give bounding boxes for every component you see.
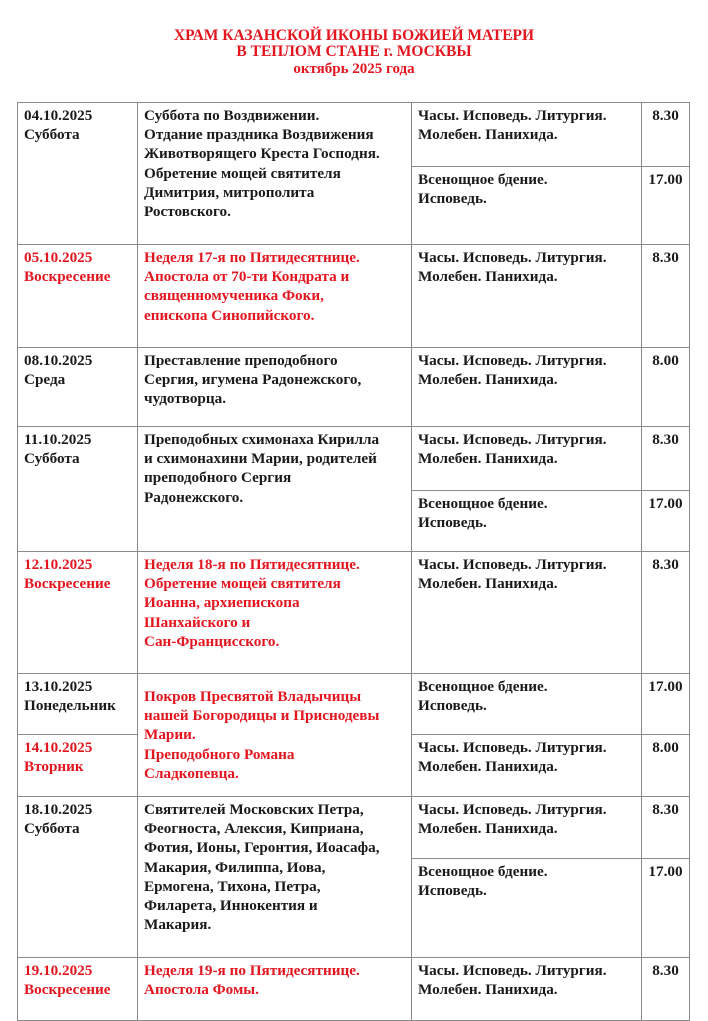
feast-description bbox=[138, 552, 412, 674]
time-cell bbox=[642, 859, 690, 958]
time-cell-line: 8.00 bbox=[652, 739, 679, 756]
feast-description-line: епископа Синопийского. bbox=[144, 306, 315, 324]
feast-description-line: Феогноста, Алексия, Киприана, bbox=[144, 820, 364, 838]
feast-description-line: Иоанна, архиепископа bbox=[144, 594, 300, 612]
service-cell-line: Молебен. Панихида. bbox=[418, 758, 558, 776]
service-cell-line: Молебен. Панихида. bbox=[418, 371, 558, 389]
service-cell bbox=[412, 797, 642, 859]
service-cell-line: Молебен. Панихида. bbox=[418, 981, 558, 999]
date-cell bbox=[18, 958, 138, 1021]
feast-description-line: Суббота по Воздвижении. bbox=[144, 107, 320, 124]
feast-description-line: Обретение мощей святителя bbox=[144, 164, 341, 182]
time-cell bbox=[642, 797, 690, 859]
date-cell-line: 12.10.2025 bbox=[24, 556, 93, 573]
time-cell bbox=[642, 103, 690, 167]
service-cell-line: Молебен. Панихида. bbox=[418, 575, 558, 593]
date-cell-line: 13.10.2025 bbox=[24, 678, 93, 695]
service-cell-line: Часы. Исповедь. Литургия. bbox=[418, 249, 607, 266]
feast-description bbox=[138, 797, 412, 958]
date-cell bbox=[18, 735, 138, 797]
feast-description-line: чудотворца. bbox=[144, 390, 227, 408]
service-cell-line: Часы. Исповедь. Литургия. bbox=[418, 107, 607, 124]
date-cell-line: Суббота bbox=[24, 820, 80, 838]
schedule-table bbox=[17, 102, 690, 1021]
feast-description bbox=[138, 348, 412, 427]
date-cell-line: Понедельник bbox=[24, 697, 116, 715]
feast-description-line: Филарета, Иннокентия и bbox=[144, 897, 318, 915]
feast-description-line: Преподобных схимонаха Кирилла bbox=[144, 431, 380, 448]
feast-description-line: преподобного Сергия bbox=[144, 469, 292, 487]
feast-description-line: Сергия, игумена Радонежского, bbox=[144, 371, 362, 389]
time-cell-line: 17.00 bbox=[648, 171, 683, 188]
feast-description-line: Димитрия, митрополита bbox=[144, 183, 315, 201]
time-cell-line: 8.30 bbox=[652, 962, 679, 979]
service-cell-line: Часы. Исповедь. Литургия. bbox=[418, 801, 607, 818]
service-cell-line: Часы. Исповедь. Литургия. bbox=[418, 352, 607, 369]
feast-description bbox=[138, 245, 412, 348]
time-cell-line: 8.30 bbox=[652, 107, 679, 124]
time-cell bbox=[642, 245, 690, 348]
service-cell-line: Всенощное бдение. bbox=[418, 678, 548, 695]
feast-description-line: Отдание праздника Воздвижения bbox=[144, 126, 374, 144]
time-cell bbox=[642, 958, 690, 1021]
schedule-row bbox=[18, 797, 690, 859]
time-cell bbox=[642, 427, 690, 491]
time-cell-line: 8.30 bbox=[652, 801, 679, 818]
date-cell bbox=[18, 427, 138, 552]
service-cell bbox=[412, 167, 642, 245]
service-cell bbox=[412, 674, 642, 735]
date-cell-line: Среда bbox=[24, 371, 66, 389]
time-cell bbox=[642, 674, 690, 735]
feast-description bbox=[138, 958, 412, 1021]
service-cell-line: Исповедь. bbox=[418, 190, 487, 208]
service-cell-line: Молебен. Панихида. bbox=[418, 450, 558, 468]
feast-description-line: Шанхайского и bbox=[144, 613, 251, 631]
date-cell-line: 18.10.2025 bbox=[24, 801, 93, 818]
service-cell bbox=[412, 103, 642, 167]
feast-description-line: Фотия, Ионы, Геронтия, Иоасафа, bbox=[144, 839, 380, 857]
service-cell-line: Исповедь. bbox=[418, 514, 487, 532]
feast-description-line: Неделя 17-я по Пятидесятнице. bbox=[144, 249, 360, 266]
date-cell-line: Суббота bbox=[24, 126, 80, 144]
schedule-row bbox=[18, 552, 690, 674]
service-cell-line: Часы. Исповедь. Литургия. bbox=[418, 556, 607, 573]
feast-description-line: Апостола Фомы. bbox=[144, 981, 259, 999]
feast-description-line: Сан-Францисского. bbox=[144, 632, 280, 650]
time-cell-line: 8.00 bbox=[652, 352, 679, 369]
date-cell bbox=[18, 245, 138, 348]
feast-description-line: Неделя 18-я по Пятидесятнице. bbox=[144, 556, 360, 573]
feast-description-line: Неделя 19-я по Пятидесятнице. bbox=[144, 962, 360, 979]
feast-description bbox=[138, 103, 412, 245]
schedule-row bbox=[18, 103, 690, 167]
date-cell-line: 05.10.2025 bbox=[24, 249, 93, 266]
date-cell-line: 19.10.2025 bbox=[24, 962, 93, 979]
feast-description-line: Апостола от 70-ти Кондрата и bbox=[144, 268, 350, 286]
feast-description-line: Макария, Филиппа, Иова, bbox=[144, 858, 326, 876]
schedule-month: октябрь 2025 года bbox=[293, 61, 415, 77]
service-cell bbox=[412, 491, 642, 552]
date-cell-line: 11.10.2025 bbox=[24, 431, 92, 448]
service-cell-line: Исповедь. bbox=[418, 697, 487, 715]
feast-description-line: Преставление преподобного bbox=[144, 352, 338, 369]
time-cell-line: 17.00 bbox=[648, 678, 683, 695]
feast-description-line: Обретение мощей святителя bbox=[144, 575, 341, 593]
schedule-row bbox=[18, 674, 690, 735]
service-cell-line: Всенощное бдение. bbox=[418, 495, 548, 512]
feast-description-line: Ермогена, Тихона, Петра, bbox=[144, 877, 321, 895]
service-cell bbox=[412, 348, 642, 427]
schedule-row bbox=[18, 958, 690, 1021]
date-cell-line: Воскресение bbox=[24, 575, 111, 593]
date-cell-line: 14.10.2025 bbox=[24, 739, 93, 756]
schedule-row bbox=[18, 348, 690, 427]
service-cell bbox=[412, 427, 642, 491]
feast-description bbox=[138, 674, 412, 797]
service-cell-line: Молебен. Панихида. bbox=[418, 126, 558, 144]
service-cell bbox=[412, 735, 642, 797]
feast-description-line: Сладкопевца. bbox=[144, 764, 239, 782]
time-cell-line: 17.00 bbox=[648, 495, 683, 512]
service-cell-line: Всенощное бдение. bbox=[418, 171, 548, 188]
time-cell bbox=[642, 348, 690, 427]
feast-description-line: священномученика Фоки, bbox=[144, 287, 324, 305]
feast-description bbox=[138, 427, 412, 552]
date-cell-line: Суббота bbox=[24, 450, 80, 468]
feast-description-line: Святителей Московских Петра, bbox=[144, 801, 364, 818]
service-cell-line: Исповедь. bbox=[418, 882, 487, 900]
schedule-row bbox=[18, 245, 690, 348]
feast-description-line: Покров Пресвятой Владычицы bbox=[144, 687, 362, 705]
feast-description-line: Животворящего Креста Господня. bbox=[144, 145, 380, 163]
date-cell bbox=[18, 797, 138, 958]
time-cell-line: 8.30 bbox=[652, 431, 679, 448]
time-cell bbox=[642, 735, 690, 797]
time-cell bbox=[642, 552, 690, 674]
feast-description-line: Ростовского. bbox=[144, 203, 231, 221]
feast-description-line: Макария. bbox=[144, 916, 212, 934]
service-cell-line: Молебен. Панихида. bbox=[418, 820, 558, 838]
service-cell-line: Часы. Исповедь. Литургия. bbox=[418, 739, 607, 756]
service-cell bbox=[412, 245, 642, 348]
service-cell-line: Всенощное бдение. bbox=[418, 863, 548, 880]
time-cell-line: 8.30 bbox=[652, 249, 679, 266]
service-cell-line: Часы. Исповедь. Литургия. bbox=[418, 431, 607, 448]
feast-description-line: Преподобного Романа bbox=[144, 745, 295, 763]
date-cell-line: 04.10.2025 bbox=[24, 107, 93, 124]
date-cell-line: 08.10.2025 bbox=[24, 352, 93, 369]
church-name: ХРАМ КАЗАНСКОЙ ИКОНЫ БОЖИЕЙ МАТЕРИ bbox=[173, 27, 535, 44]
feast-description-line: и схимонахини Марии, родителей bbox=[144, 450, 377, 468]
date-cell bbox=[18, 103, 138, 245]
schedule-row bbox=[18, 427, 690, 491]
date-cell bbox=[18, 552, 138, 674]
time-cell-line: 17.00 bbox=[648, 863, 683, 880]
service-cell bbox=[412, 859, 642, 958]
date-cell bbox=[18, 674, 138, 735]
service-cell-line: Часы. Исповедь. Литургия. bbox=[418, 962, 607, 979]
time-cell bbox=[642, 167, 690, 245]
service-cell bbox=[412, 958, 642, 1021]
feast-description-line: Марии. bbox=[144, 726, 196, 744]
date-cell bbox=[18, 348, 138, 427]
service-cell bbox=[412, 552, 642, 674]
church-location: В ТЕПЛОМ СТАНЕ г. МОСКВЫ bbox=[236, 43, 472, 60]
date-cell-line: Воскресение bbox=[24, 981, 111, 999]
feast-description-line: нашей Богородицы и Приснодевы bbox=[144, 707, 380, 725]
date-cell-line: Воскресение bbox=[24, 268, 111, 286]
time-cell bbox=[642, 491, 690, 552]
date-cell-line: Вторник bbox=[24, 758, 84, 776]
time-cell-line: 8.30 bbox=[652, 556, 679, 573]
service-cell-line: Молебен. Панихида. bbox=[418, 268, 558, 286]
feast-description-line: Радонежского. bbox=[144, 488, 244, 506]
